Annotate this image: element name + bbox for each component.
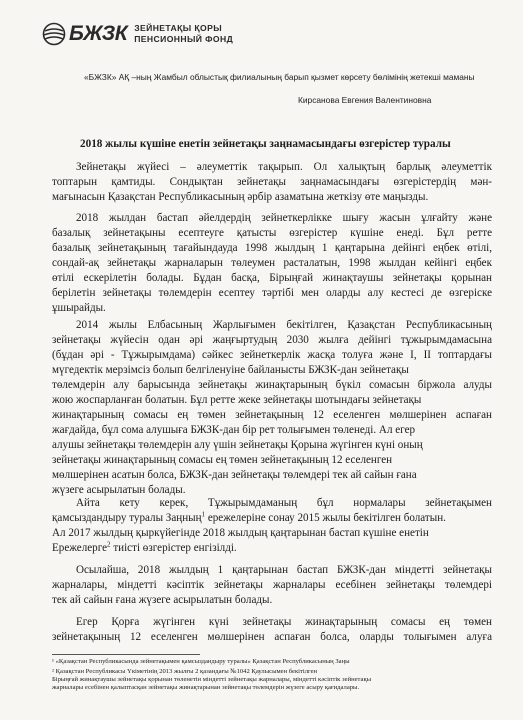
paragraph-6: [52, 615, 492, 645]
footnotes: [52, 658, 492, 692]
text-line: Ал 2017 жылдың қыркүйегінде 2018 жылдың қаңтарынан бастап күшіне енетін: [52, 527, 429, 539]
logo-name-ru: ПЕНСИОННЫЙ ФОНД: [134, 34, 234, 44]
text-line: ұшырайды.: [52, 302, 106, 314]
globe-logo-icon: [42, 22, 66, 46]
logo-name-kz: ЗЕЙНЕТАҚЫ ҚОРЫ: [134, 23, 223, 33]
text-line: [52, 541, 492, 556]
logo-abbreviation: БЖЗК: [69, 22, 128, 45]
text-line: Егер Қорға жүгінген күні зейнетақы жинақтарының сомасы ең төмен: [76, 616, 492, 628]
paragraph-3: [52, 318, 492, 498]
footnote-marker: 2: [107, 540, 111, 549]
text-line: Айта кету керек, Тұжырымдаманың бұл нормалары зейнетақымен: [76, 497, 492, 509]
paragraph-1: [52, 160, 492, 205]
paragraph-4: [52, 496, 492, 556]
text-line: зейнетақы жүйесін одан әрі жаңғыртудың 2030 жылға дейінгі тұжырымдамасына: [52, 334, 492, 346]
text-line: Осылайша, 2018 жылдың 1 қаңтарынан бастап БЖЗК-дан міндетті зейнетақы: [76, 564, 492, 576]
text-line: төлемдерін алу барысында зейнетақы жинақтарының бүкіл сомасын біржола алуды: [52, 379, 492, 391]
footnote-1: ¹ «Қазақстан Республикасында зейнетақымен қамсыздандыру туралы» Қазақстан Республикасының Заңы: [52, 658, 350, 665]
article-title: 2018 жылы күшіне енетін зейнетақы заңнамасындағы өзгерістер туралы: [80, 138, 451, 150]
text-line: топтарын қамтиды. Сондықтан зейнетақы заңнамасындағы өзгерістердің мән-: [52, 176, 492, 188]
text-line: жүзеге асырылатын болады.: [52, 484, 186, 496]
text-fragment: тиісті өзгерістер енгізілді.: [113, 542, 237, 554]
footnote-marker: 1: [201, 510, 206, 519]
text-line: алушы зейнетақы төлемдерін алу үшін зейнетақы Қорына жүгінген күні оның: [52, 439, 423, 451]
text-line: өтілі ескерілетін болады. Бұдан басқа, Бірыңғай жинақтаушы зейнетақы қорынан: [52, 272, 492, 284]
text-line: 2018 жылдан бастап әйелдердің зейнеткерлікке шығу жасын ұлғайту және: [76, 212, 492, 224]
text-line: жинақтарының сомасы ең төмен зейнетақының 12 еселенген мөлшерінен аспаған: [52, 409, 492, 421]
text-fragment: қамсыздандыру туралы Заңның: [52, 512, 202, 524]
text-line: Зейнетақы жүйесі – әлеуметтік тақырып. Ол халықтың барлық әлеуметтік: [76, 161, 492, 173]
text-line: мағынасын Қазақстан Республикасының әрбір азаматына жеткізу өте маңызды.: [52, 191, 429, 203]
footnote-2: ² Қазақстан Республикасы Үкіметінің 2013 жылғы 2 қазандағы №1042 Қаулысымен бекітілген: [52, 668, 318, 675]
logo-names: [134, 23, 233, 45]
text-line: базалық зейнетақыны есептеуге қатысты өзгерістер күшіне енеді. Бұл ретте: [52, 227, 492, 239]
text-line: тек ай сайын ғана жүзеге асырылатын болады.: [52, 594, 273, 606]
author-position: «БЖЗК» АҚ –ның Жамбыл облыстық филиалының барып қызмет көрсету бөлімінің жетекші маманы: [84, 72, 475, 82]
text-line: сондай-ақ зейнетақы жарналарын төлеумен расталатын, 1998 жылдан кейінгі еңбек: [52, 257, 492, 269]
paragraph-5: [52, 563, 492, 608]
text-line: жағдайда, бұл сома алушыға БЖЗК-дан бір рет толығымен төленеді. Ал егер: [52, 424, 416, 436]
footnote-2-cont: жарналары есебінен қалыптасқан зейнетақы жинақтарынан зейнетақы төлемдерін жүзеге асыру қағидалары.: [52, 684, 360, 691]
text-line: 2014 жылы Елбасының Жарлығымен бекітілген, Қазақстан Республикасының: [76, 319, 492, 331]
paragraph-2: [52, 211, 492, 316]
author-name: Кирсанова Евгения Валентиновна: [298, 95, 432, 105]
text-line: зейнетақының 12 еселенген мөлшерінен аспаған болса, оларды толығымен алуға: [52, 631, 492, 643]
text-line: [52, 511, 492, 526]
text-fragment: Ережелерге: [52, 542, 108, 554]
text-line: зейнетақы жинақтарының сомасы ең төмен зейнетақының 12 еселенген: [52, 454, 393, 466]
text-line: жою жоспарланған болатын. Бұл ретте жеке зейнетақы шотындағы зейнетақы: [52, 394, 422, 406]
footnote-2-cont: Бірыңғай жинақтаушы зейнетақы қорынан төленетін міндетті зейнетақы жарналары, міндетті кәсіптік зейнетақы: [52, 676, 372, 683]
text-line: жарналары, міндетті кәсіптік зейнетақы жарналары есебінен зейнетақы төлемдері: [52, 579, 492, 591]
footnote-divider: [52, 654, 200, 655]
text-line: мүгедектік мерзімсіз болып белгіленуіне байланысты БЖЗК-дан зейнетақы: [52, 364, 409, 376]
text-fragment: ережелеріне сонау 2015 жылы бекітілген болатын.: [207, 512, 446, 524]
fund-logo: [42, 22, 233, 46]
text-line: мөлшерінен асатын болса, БЖЗК-дан зейнетақы төлемдері тек ай сайын ғана: [52, 469, 417, 481]
text-line: (бұдан әрі - Тұжырымдама) сәйкес зейнеткерлік жасқа толуға және I, II топтардағы: [52, 349, 492, 361]
text-line: базалық зейнетақының тағайындауда 1998 жылдың 1 қаңтарына дейінгі еңбек өтілі,: [52, 242, 492, 254]
text-line: берілетін зейнетақы төлемдерін есептеу тәртібі мен оларды алу кестесі де өзгеріске: [52, 287, 492, 299]
